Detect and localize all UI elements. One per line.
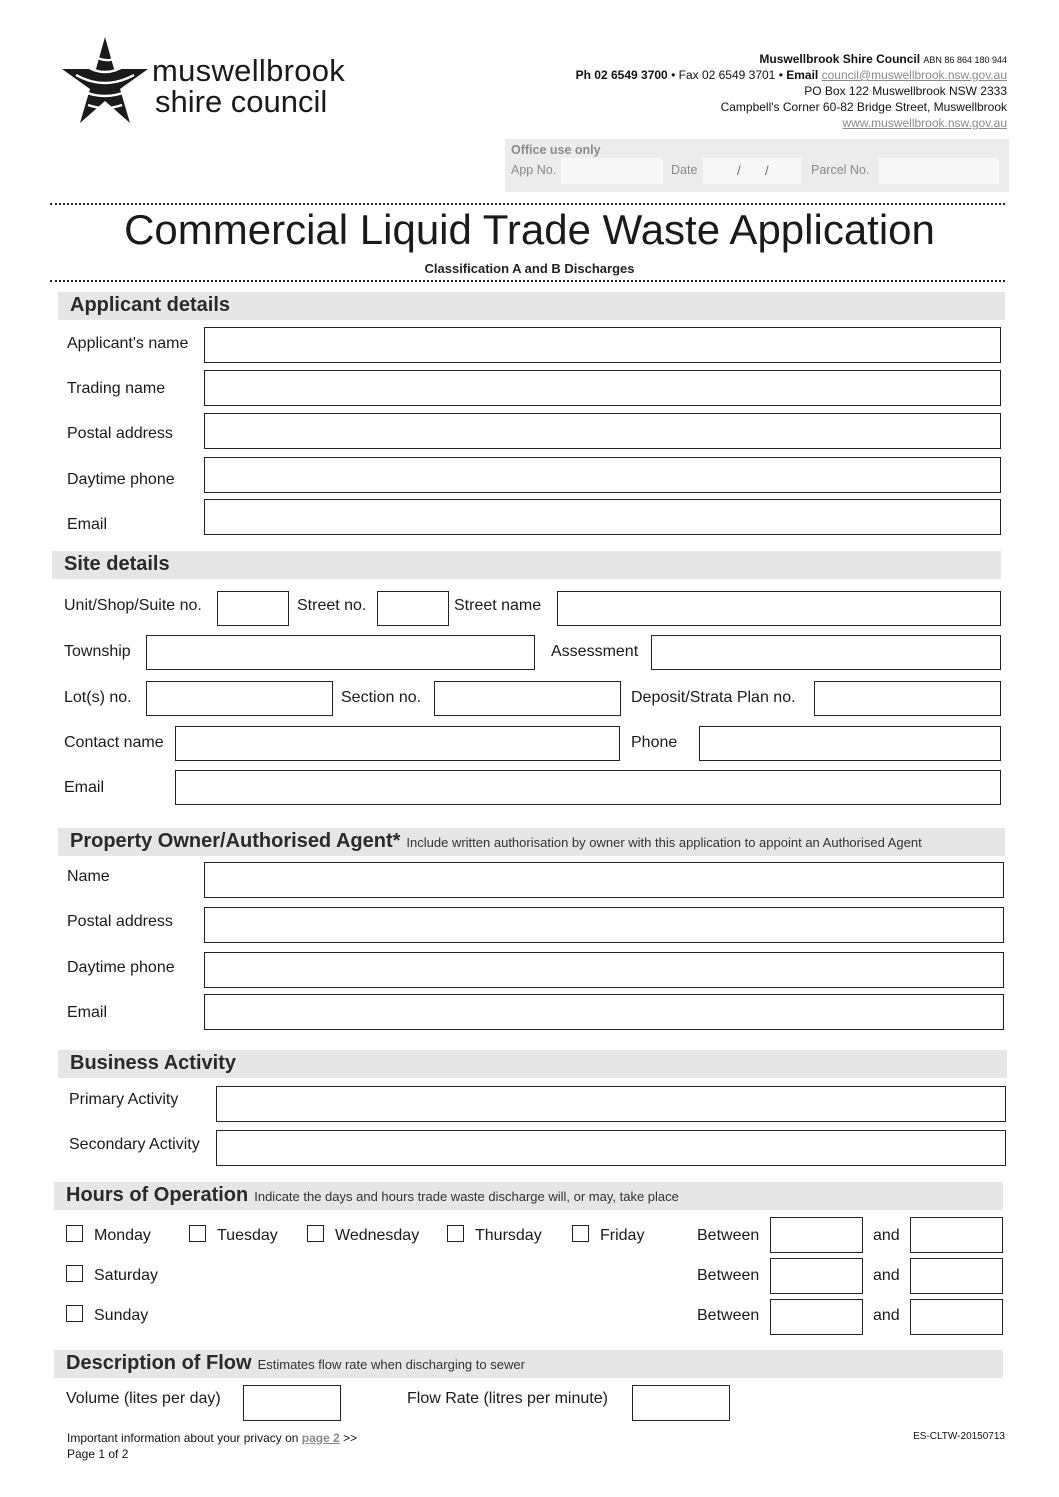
township-label: Township: [64, 643, 131, 660]
site-phone-label: Phone: [631, 734, 678, 751]
saturday-label: Saturday: [94, 1267, 159, 1284]
council-po-box: PO Box 122 Muswellbrook NSW 2333: [804, 84, 1007, 98]
sunday-between-label: Between: [697, 1307, 760, 1324]
owner-name-field[interactable]: [204, 862, 1004, 898]
star-logo-icon: [60, 35, 150, 127]
secondary-activity-field[interactable]: [216, 1130, 1006, 1166]
owner-email-label: Email: [67, 1004, 108, 1021]
section-hours-of-operation: [54, 1182, 1003, 1210]
privacy-arrow: >>: [343, 1431, 358, 1445]
privacy-note: [67, 1431, 357, 1445]
council-fax: Fax 02 6549 3701: [678, 68, 776, 82]
council-phone: Ph 02 6549 3700: [575, 68, 668, 82]
street-name-field[interactable]: [557, 591, 1001, 626]
sunday-label: Sunday: [94, 1307, 149, 1324]
council-abn: ABN 86 864 180 944: [923, 55, 1007, 65]
logo-line1: muswellbrook: [152, 53, 346, 88]
saturday-between-label: Between: [697, 1267, 760, 1284]
lot-no-field[interactable]: [146, 681, 333, 716]
section-business-activity: [58, 1050, 1007, 1078]
site-email-label: Email: [64, 779, 105, 796]
logo-line2: shire council: [155, 84, 328, 119]
flow-rate-label: Flow Rate (litres per minute): [407, 1390, 608, 1407]
section-no-label: Section no.: [341, 689, 422, 706]
council-street: Campbell's Corner 60-82 Bridge Street, Muswellbrook: [720, 100, 1007, 114]
office-date-label: Date: [671, 163, 698, 177]
section-heading: Description of Flow: [66, 1352, 252, 1374]
sunday-start-time-field[interactable]: [770, 1299, 863, 1335]
council-logo: [60, 35, 380, 130]
form-code: ES-CLTW-20150713: [913, 1431, 1005, 1442]
thursday-label: Thursday: [475, 1227, 542, 1244]
applicant-phone-label: Daytime phone: [67, 471, 175, 488]
tuesday-label: Tuesday: [217, 1227, 278, 1244]
section-heading: Business Activity: [70, 1052, 236, 1074]
title-divider-top: [50, 203, 1005, 205]
section-heading: Property Owner/Authorised Agent*: [70, 830, 401, 852]
site-email-field[interactable]: [175, 770, 1001, 805]
sunday-end-time-field[interactable]: [910, 1299, 1003, 1335]
assessment-label: Assessment: [551, 643, 639, 660]
council-website-line: [842, 116, 1007, 130]
tuesday-checkbox[interactable]: [189, 1225, 206, 1242]
saturday-end-time-field[interactable]: [910, 1258, 1003, 1294]
sunday-checkbox[interactable]: [66, 1305, 83, 1322]
council-name: Muswellbrook Shire Council: [759, 52, 921, 66]
street-no-field[interactable]: [377, 591, 449, 626]
owner-postal-field[interactable]: [204, 907, 1004, 943]
office-app-no-field[interactable]: [561, 158, 663, 184]
owner-phone-field[interactable]: [204, 952, 1004, 988]
office-date-field[interactable]: / /: [703, 158, 801, 184]
primary-activity-field[interactable]: [216, 1086, 1006, 1122]
section-note: Estimates flow rate when discharging to sewer: [257, 1357, 525, 1372]
council-contact-line: Ph 02 6549 3700 • Fax 02 6549 3701 • Email council@muswellbrook.nsw.gov.au: [575, 68, 1007, 82]
applicant-phone-field[interactable]: [204, 457, 1001, 493]
page-subtitle: Classification A and B Discharges: [424, 261, 635, 276]
weekday-and-label: and: [873, 1227, 900, 1244]
township-field[interactable]: [146, 635, 535, 670]
unit-no-field[interactable]: [217, 591, 289, 626]
lot-no-label: Lot(s) no.: [64, 689, 132, 706]
owner-name-label: Name: [67, 868, 110, 885]
section-applicant-details: [58, 292, 1005, 320]
applicant-email-label: Email: [67, 516, 108, 533]
saturday-and-label: and: [873, 1267, 900, 1284]
council-email-link[interactable]: council@muswellbrook.nsw.gov.au: [821, 68, 1007, 82]
privacy-page-link[interactable]: page 2: [301, 1431, 340, 1445]
thursday-checkbox[interactable]: [447, 1225, 464, 1242]
sunday-and-label: and: [873, 1307, 900, 1324]
saturday-start-time-field[interactable]: [770, 1258, 863, 1294]
friday-checkbox[interactable]: [572, 1225, 589, 1242]
volume-field[interactable]: [243, 1385, 341, 1421]
secondary-activity-label: Secondary Activity: [69, 1136, 200, 1153]
deposit-plan-label: Deposit/Strata Plan no.: [631, 689, 796, 706]
weekday-end-time-field[interactable]: [910, 1217, 1003, 1253]
weekday-between-label: Between: [697, 1227, 760, 1244]
section-property-owner: [58, 828, 1005, 856]
wednesday-label: Wednesday: [335, 1227, 420, 1244]
office-parcel-label: Parcel No.: [811, 163, 870, 177]
trading-name-field[interactable]: [204, 370, 1001, 406]
owner-postal-label: Postal address: [67, 913, 173, 930]
site-phone-field[interactable]: [699, 726, 1001, 761]
trading-name-label: Trading name: [67, 380, 166, 397]
monday-checkbox[interactable]: [66, 1225, 83, 1242]
volume-label: Volume (lites per day): [66, 1390, 221, 1407]
unit-no-label: Unit/Shop/Suite no.: [64, 597, 202, 614]
council-email-label: Email: [786, 68, 819, 82]
title-divider-bottom: [50, 280, 1005, 282]
applicant-postal-field[interactable]: [204, 413, 1001, 449]
owner-email-field[interactable]: [204, 994, 1004, 1030]
applicant-email-field[interactable]: [204, 499, 1001, 535]
street-no-label: Street no.: [297, 597, 367, 614]
section-note: Include written authorisation by owner with this application to appoint an Authorised Agent: [406, 835, 922, 850]
council-name-line: [759, 52, 1007, 66]
monday-label: Monday: [94, 1227, 151, 1244]
office-use-title: Office use only: [511, 143, 601, 157]
page-number: Page 1 of 2: [67, 1447, 129, 1461]
applicant-postal-label: Postal address: [67, 425, 173, 442]
wednesday-checkbox[interactable]: [307, 1225, 324, 1242]
applicant-name-label: Applicant's name: [67, 335, 189, 352]
deposit-plan-field[interactable]: [814, 681, 1001, 716]
section-note: Indicate the days and hours trade waste discharge will, or may, take place: [254, 1189, 679, 1204]
office-app-no-label: App No.: [511, 163, 557, 177]
section-site-details: [52, 551, 1001, 579]
street-name-label: Street name: [454, 597, 542, 614]
contact-name-field[interactable]: [175, 726, 620, 761]
assessment-field[interactable]: [651, 635, 1001, 670]
section-heading: Site details: [64, 553, 170, 575]
friday-label: Friday: [600, 1227, 645, 1244]
weekday-start-time-field[interactable]: [770, 1217, 863, 1253]
applicant-name-field[interactable]: [204, 327, 1001, 363]
office-parcel-field[interactable]: [879, 158, 999, 184]
owner-phone-label: Daytime phone: [67, 959, 175, 976]
section-heading: Applicant details: [70, 294, 231, 316]
privacy-text: Important information about your privacy on: [67, 1431, 299, 1445]
section-description-of-flow: [54, 1350, 1003, 1378]
section-no-field[interactable]: [434, 681, 621, 716]
saturday-checkbox[interactable]: [66, 1265, 83, 1282]
contact-name-label: Contact name: [64, 734, 164, 751]
flow-rate-field[interactable]: [632, 1385, 730, 1421]
council-website-link[interactable]: www.muswellbrook.nsw.gov.au: [842, 116, 1007, 130]
office-use-panel: [505, 139, 1009, 192]
page-title: Commercial Liquid Trade Waste Application: [124, 206, 935, 253]
primary-activity-label: Primary Activity: [69, 1091, 179, 1108]
section-heading: Hours of Operation: [66, 1184, 249, 1206]
